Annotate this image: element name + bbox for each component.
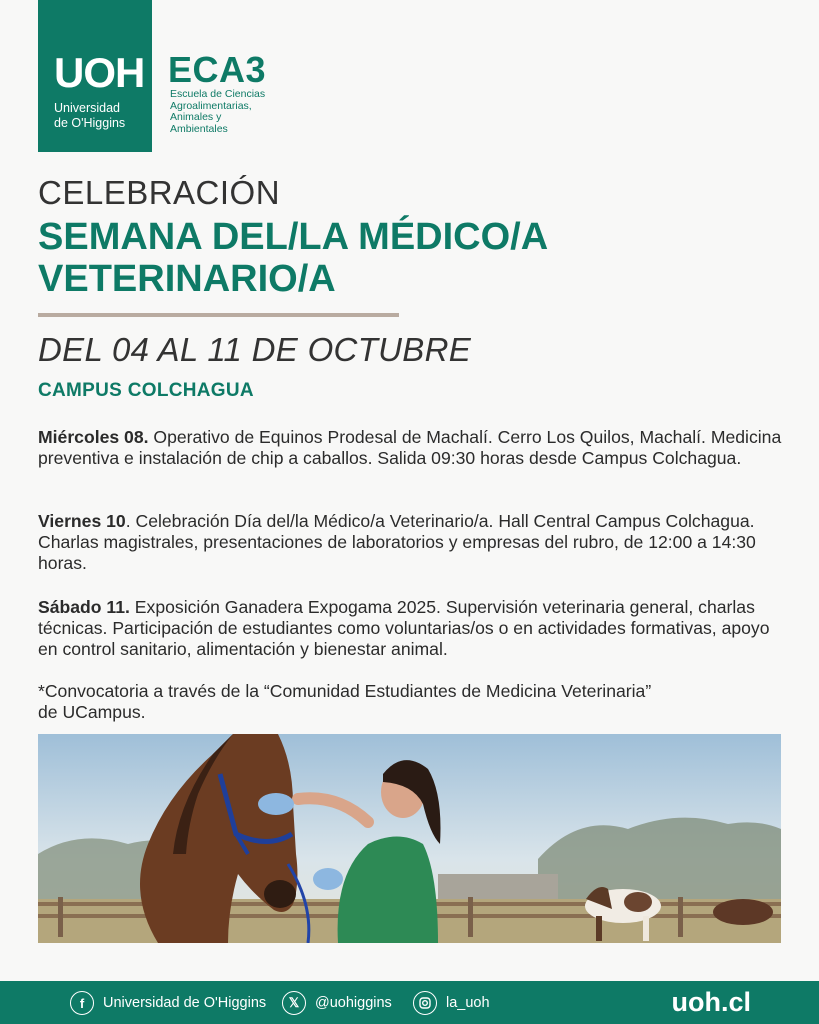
facebook-link[interactable]	[70, 990, 266, 1016]
instagram-icon	[413, 991, 437, 1015]
note-line1: *Convocatoria a través de la “Comunidad Estudiantes de Medicina Veterinaria”	[38, 681, 652, 701]
event-item	[38, 511, 783, 574]
website-link[interactable]: uoh.cl	[671, 987, 751, 1017]
university-name-line2: de O'Higgins	[54, 116, 126, 130]
facebook-icon: f	[70, 991, 94, 1015]
instagram-link[interactable]	[413, 990, 490, 1016]
event-day: Sábado 11.	[38, 597, 130, 617]
university-name-line1: Universidad	[54, 101, 121, 115]
school-name-line4: Ambientales	[170, 122, 228, 135]
school-name-line1: Escuela de Ciencias	[170, 88, 266, 100]
school-name-line2: Agroalimentarias,	[170, 99, 252, 112]
note	[38, 681, 783, 723]
date-range: DEL 04 AL 11 DE OCTUBRE	[38, 331, 472, 368]
title-line2: VETERINARIO/A	[38, 258, 336, 300]
title-line1: SEMANA DEL/LA MÉDICO/A	[38, 216, 549, 258]
uoh-logo	[38, 0, 152, 152]
facebook-label: Universidad de O'Higgins	[103, 995, 267, 1011]
veterinarian-horse-photo	[38, 734, 781, 943]
school-name-line3: Animales y	[170, 111, 222, 123]
divider	[38, 313, 399, 317]
uoh-logo-mark: UOH	[54, 49, 145, 96]
x-icon: 𝕏	[282, 991, 306, 1015]
event-description: . Celebración Día del/la Médico/a Veterinario/a. Hall Central Campus Colchagua. Charlas magistrales, presentaciones de laboratorios y empresas del rubro, de 12:00 a 14:30 horas.	[38, 511, 756, 573]
event-day: Miércoles 08.	[38, 427, 149, 447]
school-acronym: ECA3	[168, 49, 267, 90]
event-item	[38, 597, 783, 660]
school-name	[170, 89, 300, 135]
footer	[0, 981, 819, 1024]
x-link[interactable]	[282, 990, 392, 1016]
university-name	[54, 101, 125, 131]
campus-label: CAMPUS COLCHAGUA	[38, 380, 254, 401]
event-item	[38, 427, 783, 469]
instagram-label: la_uoh	[446, 995, 490, 1011]
note-line2: de UCampus.	[38, 702, 146, 722]
event-description: Operativo de Equinos Prodesal de Machalí. Cerro Los Quilos, Machalí. Medicina preventiva e instalación de chip a caballos. Salida 09:30 horas desde Campus Colchagua.	[38, 427, 782, 468]
page-title	[38, 216, 738, 300]
event-day: Viernes 10	[38, 511, 126, 531]
x-label: @uohiggins	[315, 995, 392, 1011]
kicker: CELEBRACIÓN	[38, 174, 281, 211]
event-description: Exposición Ganadera Expogama 2025. Supervisión veterinaria general, charlas técnicas. Participación de estudiantes como voluntarias/os o en actividades formativas, apoyo en control sanitario, alimentación y bienestar animal.	[38, 597, 770, 659]
